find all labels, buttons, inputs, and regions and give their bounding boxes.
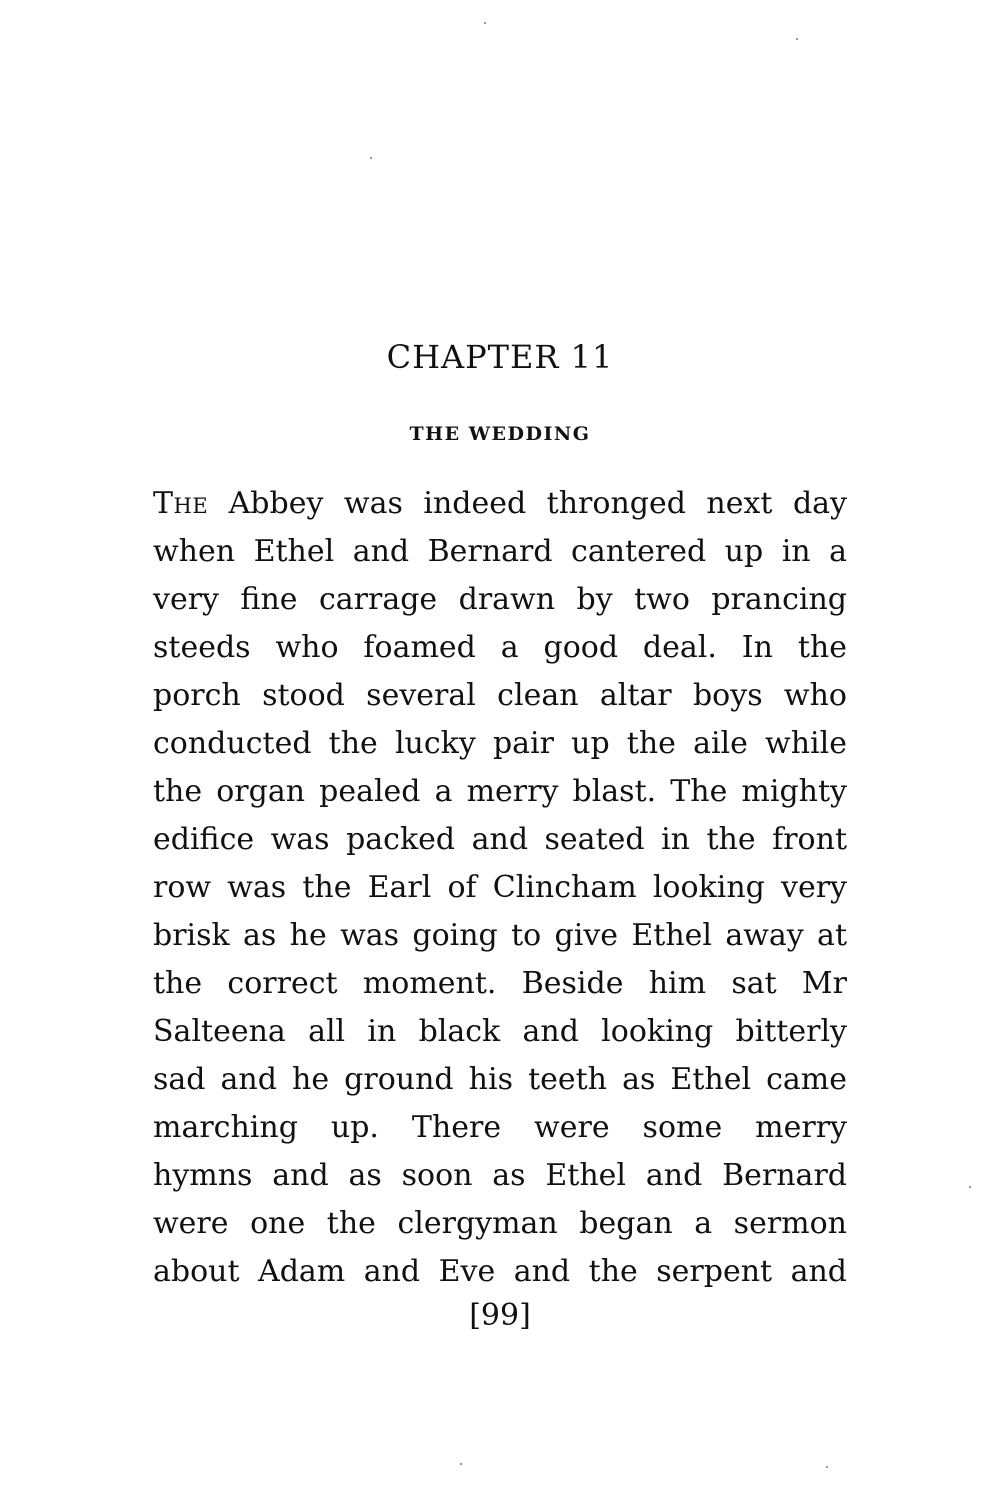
text-line-9: row was the Earl of Clincham looking very bbox=[153, 870, 847, 905]
paper-speck bbox=[484, 22, 486, 24]
chapter-heading: CHAPTER 11 bbox=[386, 338, 614, 376]
text-line-10: brisk as he was going to give Ethel away at bbox=[153, 918, 847, 953]
lead-word: The bbox=[153, 486, 209, 521]
text-line-8: edifice was packed and seated in the front bbox=[153, 822, 847, 857]
paper-speck bbox=[826, 1466, 828, 1468]
paper-speck bbox=[796, 38, 798, 40]
text-line-17: about Adam and Eve and the serpent and bbox=[153, 1254, 847, 1289]
text-line-15: hymns and as soon as Ethel and Bernard bbox=[153, 1158, 847, 1193]
text-line-3: very fine carrage drawn by two prancing bbox=[153, 582, 847, 617]
paper-speck bbox=[460, 1463, 462, 1465]
text-line-16: were one the clergyman began a sermon bbox=[153, 1206, 847, 1241]
page-number: [99] bbox=[469, 1298, 531, 1333]
text-line-4: steeds who foamed a good deal. In the bbox=[153, 630, 847, 665]
chapter-body-text bbox=[153, 480, 847, 1296]
text-line-14: marching up. There were some merry bbox=[153, 1110, 847, 1145]
text-line-2: when Ethel and Bernard cantered up in a bbox=[153, 534, 847, 569]
text-line-13: sad and he ground his teeth as Ethel came bbox=[153, 1062, 847, 1097]
text-line-11: the correct moment. Beside him sat Mr bbox=[153, 966, 847, 1001]
text-line-1 bbox=[153, 480, 847, 528]
text-line-6: conducted the lucky pair up the aile while bbox=[153, 726, 847, 761]
text-line-12: Salteena all in black and looking bitterly bbox=[153, 1014, 847, 1049]
chapter-title: THE WEDDING bbox=[409, 423, 591, 445]
text-line-7: the organ pealed a merry blast. The mighty bbox=[153, 774, 847, 809]
text-line-5: porch stood several clean altar boys who bbox=[153, 678, 847, 713]
paper-speck bbox=[969, 1186, 971, 1188]
paper-speck bbox=[370, 157, 372, 159]
text-line-1-rest: Abbey was indeed thronged next day bbox=[208, 486, 847, 521]
